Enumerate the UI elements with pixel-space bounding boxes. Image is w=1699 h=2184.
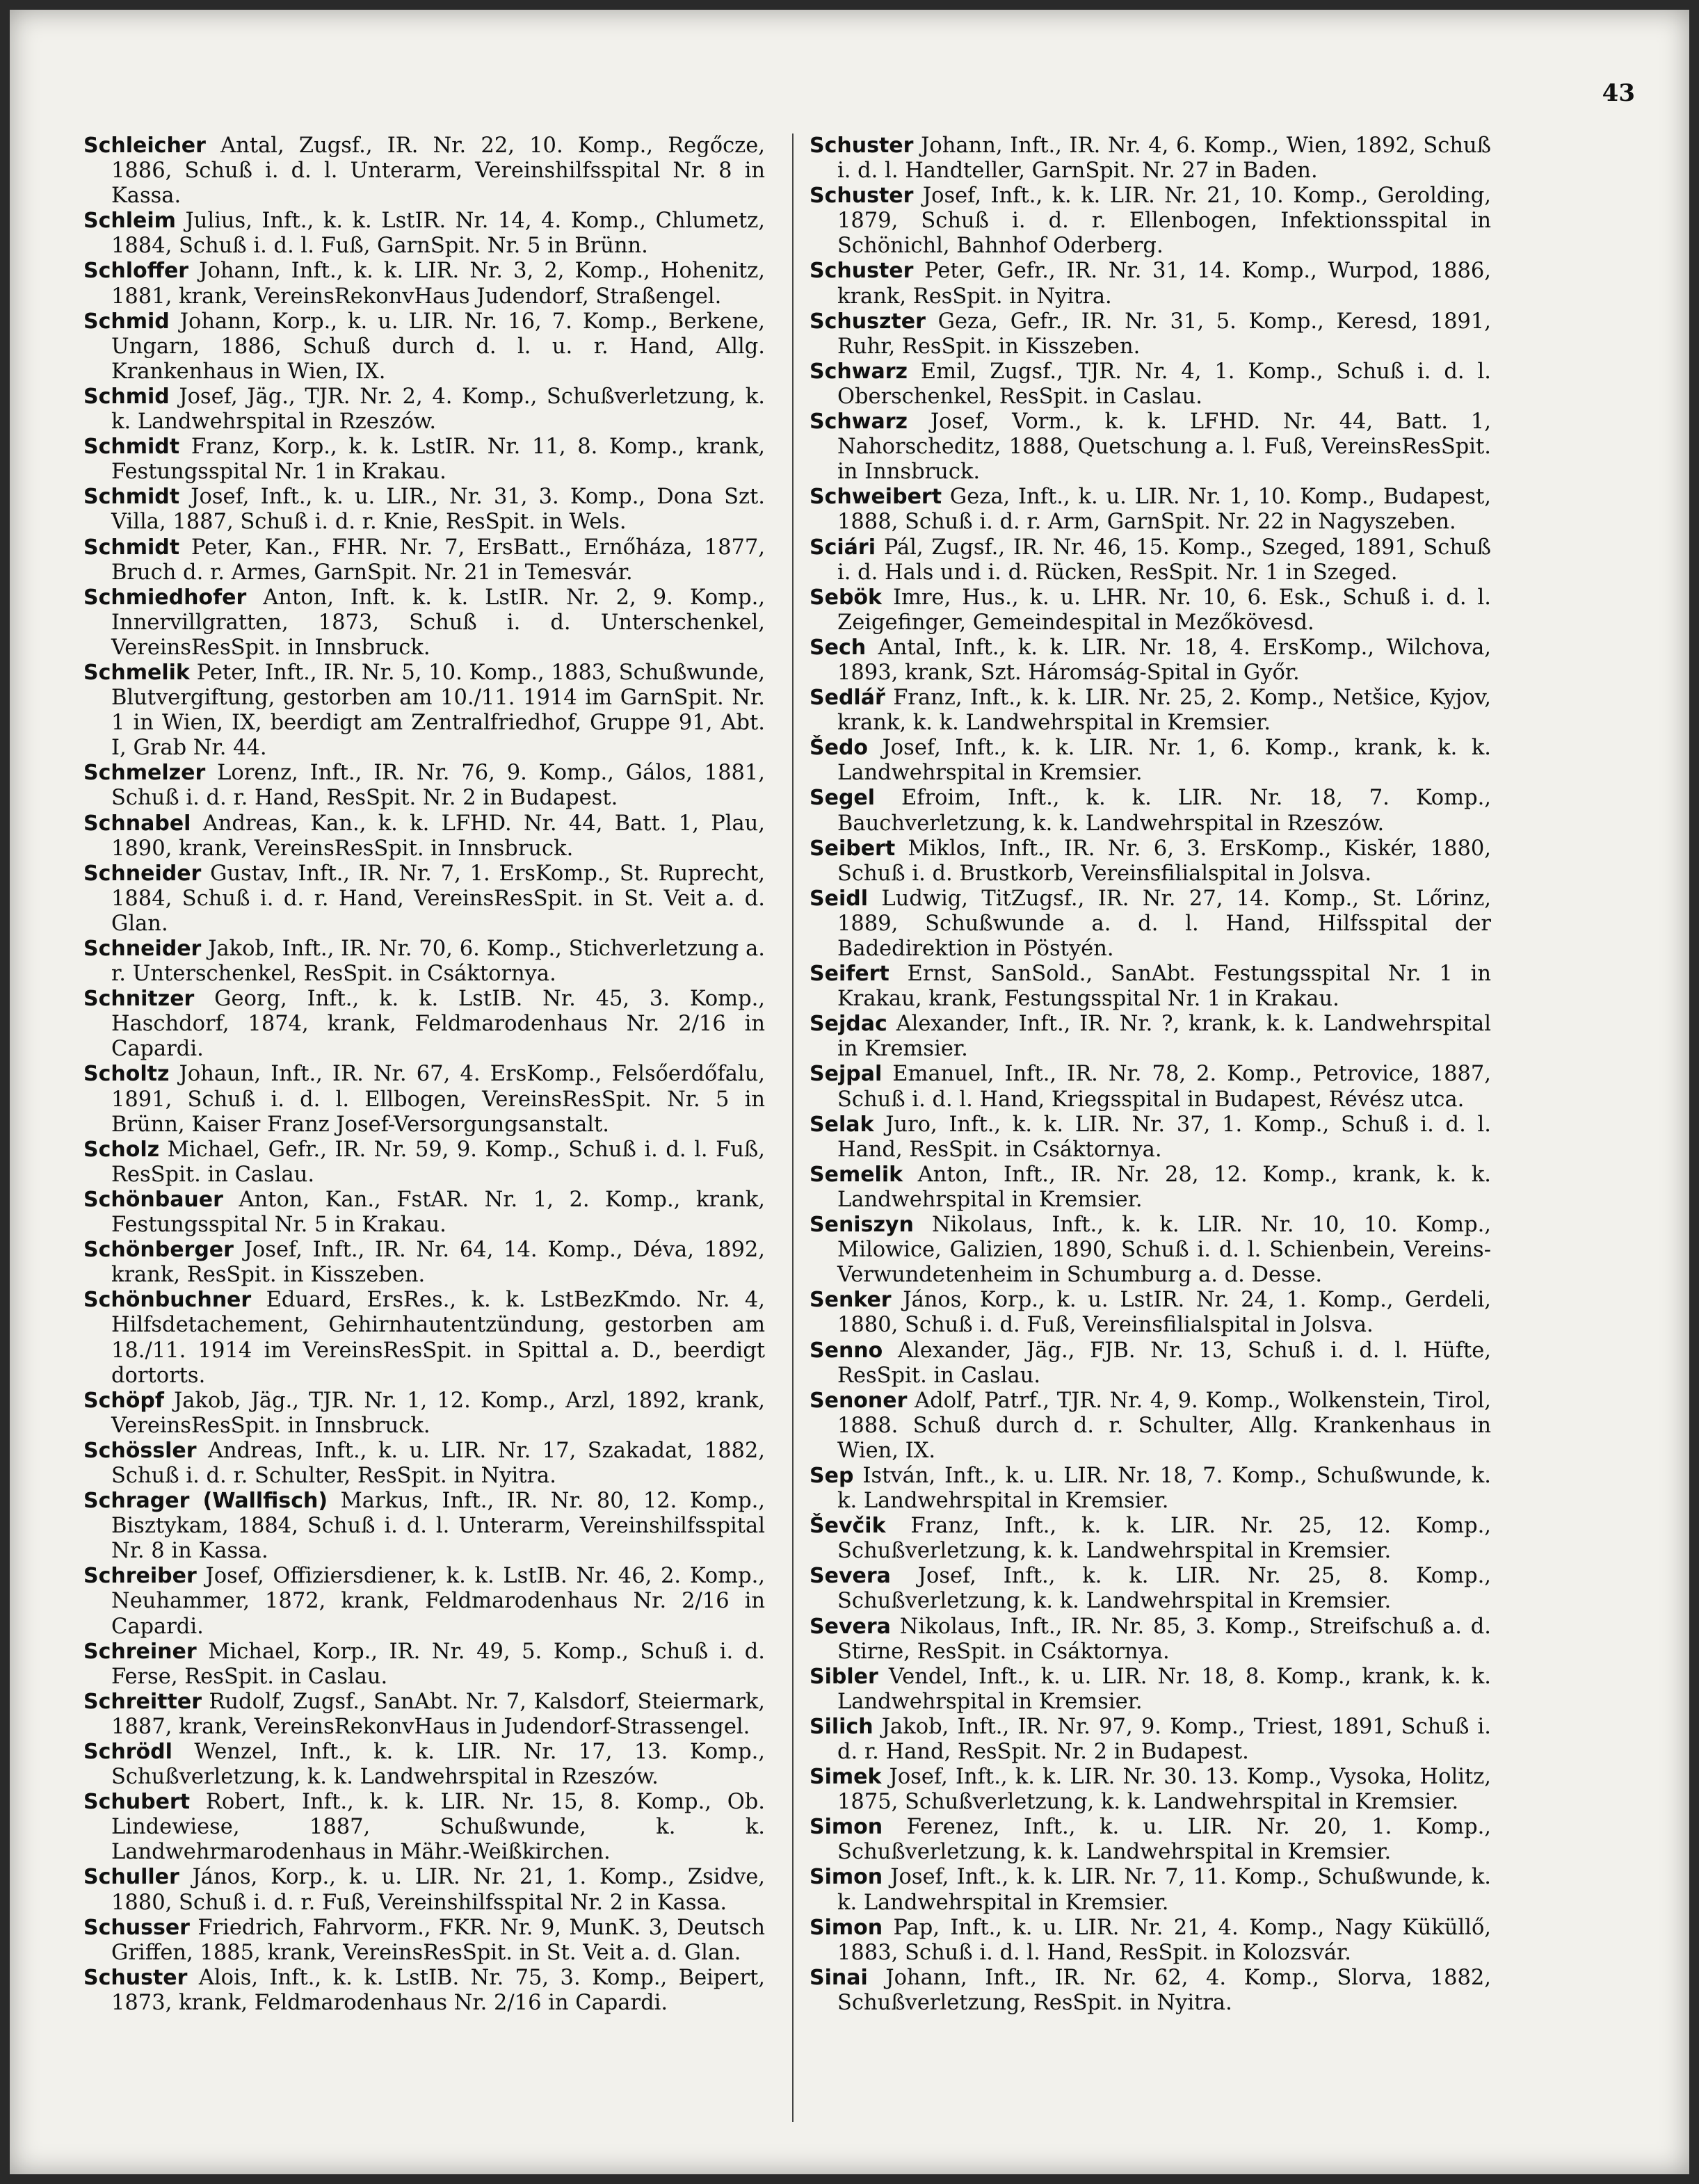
entry-surname: Simon <box>810 1815 883 1840</box>
entry-details: Markus, Inft., IR. Nr. 80, 12. Komp., Bisztykam, 1884, Schuß i. d. l. Unterarm, Vereinshilfsspital Nr. 8 in Kassa. <box>111 1489 765 1564</box>
list-item <box>810 1665 1491 1715</box>
entry-details: Nikolaus, Inft., IR. Nr. 85, 3. Komp., Streifschuß a. d. Stirne, ResSpit. in Csáktornya. <box>837 1614 1491 1664</box>
list-item <box>83 1790 765 1865</box>
list-item <box>83 1740 765 1790</box>
entry-details: Jakob, Inft., IR. Nr. 70, 6. Komp., Stichverletzung a. r. Unterschenkel, ResSpit. in Csáktornya. <box>111 937 765 987</box>
list-item <box>83 1238 765 1288</box>
entry-surname: Schubert <box>83 1790 191 1815</box>
entry-surname: Scholtz <box>83 1062 170 1087</box>
list-item <box>83 485 765 535</box>
entry-surname: Senno <box>810 1338 883 1363</box>
list-item <box>810 134 1491 184</box>
entry-surname: Schuster <box>810 184 914 209</box>
entry-details: Gustav, Inft., IR. Nr. 7, 1. ErsKomp., St. Ruprecht, 1884, Schuß i. d. r. Hand, VereinsResSpit. in St. Veit a. d. Glan. <box>111 861 765 936</box>
entry-surname: Schneider <box>83 861 202 886</box>
entry-details: Josef, Inft., k. u. LIR., Nr. 31, 3. Komp., Dona Szt. Villa, 1887, Schuß i. d. r. Knie, ResSpit. in Wels. <box>111 485 765 535</box>
entry-details: Alexander, Inft., IR. Nr. ?, krank, k. k. Landwehrspital in Kremsier. <box>837 1012 1491 1062</box>
list-item <box>83 862 765 937</box>
list-item <box>810 636 1491 686</box>
list-item <box>83 1916 765 1966</box>
list-item <box>83 661 765 761</box>
entry-details: Franz, Inft., k. k. LIR. Nr. 25, 12. Komp., Schußverletzung, k. k. Landwehrspital in Kremsier. <box>837 1514 1491 1564</box>
entry-details: Peter, Inft., IR. Nr. 5, 10. Komp., 1883, Schußwunde, Blutvergiftung, gestorben am 10./11. 1914 im GarnSpit. Nr. 1 in Wien, IX, beerdigt am Zentralfriedhof, Gruppe 91, Abt. I, Grab Nr. 44. <box>111 660 765 761</box>
entry-surname: Sech <box>810 635 867 660</box>
entry-surname: Senker <box>810 1288 892 1313</box>
entry-surname: Seidl <box>810 886 868 911</box>
list-item <box>83 1640 765 1690</box>
entry-surname: Seibert <box>810 836 896 861</box>
entry-surname: Sedlář <box>810 686 885 711</box>
entry-surname: Schuszter <box>810 309 926 334</box>
entry-surname: Schmidt <box>83 435 180 460</box>
entry-details: Geza, Gefr., IR. Nr. 31, 5. Komp., Keresd, 1891, Ruhr, ResSpit. in Kisszeben. <box>837 309 1491 359</box>
entry-surname: Schrödl <box>83 1740 172 1764</box>
list-item <box>810 1815 1491 1865</box>
entry-surname: Schuller <box>83 1865 179 1890</box>
entry-details: Vendel, Inft., k. u. LIR. Nr. 18, 8. Komp., krank, k. k. Landwehrspital in Kremsier. <box>837 1664 1491 1714</box>
entry-details: Josef, Jäg., TJR. Nr. 2, 4. Komp., Schußverletzung, k. k. Landwehrspital in Rzeszów. <box>111 384 765 435</box>
left-column <box>83 134 765 2016</box>
entry-surname: Schmidt <box>83 485 180 510</box>
entry-surname: Severa <box>810 1564 891 1589</box>
entry-details: Josef, Inft., IR. Nr. 64, 14. Komp., Déva, 1892, krank, ResSpit. in Kisszeben. <box>111 1238 765 1288</box>
entry-surname: Schönberger <box>83 1238 234 1263</box>
entry-details: Julius, Inft., k. k. LstIR. Nr. 14, 4. Komp., Chlumetz, 1884, Schuß i. d. l. Fuß, GarnSpit. Nr. 5 in Brünn. <box>111 209 765 259</box>
entry-details: Robert, Inft., k. k. LIR. Nr. 15, 8. Komp., Ob. Lindewiese, 1887, Schußwunde, k. k. Landwehrmarodenhaus in Mähr.-Weißkirchen. <box>111 1790 765 1865</box>
entry-surname: Schmiedhofer <box>83 585 247 610</box>
list-item <box>83 309 765 385</box>
entry-details: Jakob, Jäg., TJR. Nr. 1, 12. Komp., Arzl, 1892, krank, VereinsResSpit. in Innsbruck. <box>111 1388 765 1438</box>
list-item <box>83 435 765 485</box>
list-item <box>83 1062 765 1137</box>
list-item <box>810 1113 1491 1163</box>
entry-details: Emil, Zugsf., TJR. Nr. 4, 1. Komp., Schuß i. d. l. Oberschenkel, ResSpit. in Caslau. <box>837 359 1491 409</box>
entry-details: Michael, Korp., IR. Nr. 49, 5. Komp., Schuß i. d. Ferse, ResSpit. in Caslau. <box>111 1639 765 1689</box>
entry-details: Ludwig, TitZugsf., IR. Nr. 27, 14. Komp., St. Lőrinz, 1889, Schußwunde a. d. l. Hand, Hilfsspital der Badedirektion in Pöstyén. <box>837 886 1491 961</box>
entry-details: Josef, Inft., k. k. LIR. Nr. 7, 11. Komp., Schußwunde, k. k. Landwehrspital in Kremsier. <box>837 1865 1491 1915</box>
entry-surname: Schönbauer <box>83 1187 223 1212</box>
entry-surname: Schönbuchner <box>83 1288 252 1313</box>
list-item <box>83 259 765 309</box>
entry-details: Imre, Hus., k. u. LHR. Nr. 10, 6. Esk., Schuß i. d. l. Zeigefinger, Gemeindespital in Mezőkövesd. <box>837 585 1491 635</box>
entry-surname: Simek <box>810 1765 882 1790</box>
entry-surname: Semelik <box>810 1162 903 1187</box>
list-item <box>810 1514 1491 1564</box>
entry-surname: Schloffer <box>83 259 189 284</box>
list-item <box>83 1138 765 1188</box>
entry-surname: Seifert <box>810 962 889 987</box>
entry-details: Andreas, Inft., k. u. LIR. Nr. 17, Szakadat, 1882, Schuß i. d. r. Schulter, ResSpit. in Nyitra. <box>111 1438 765 1488</box>
entry-details: Johann, Inft., IR. Nr. 4, 6. Komp., Wien, 1892, Schuß i. d. l. Handteller, GarnSpit. Nr. 27 in Baden. <box>837 134 1491 184</box>
entry-details: Peter, Gefr., IR. Nr. 31, 14. Komp., Wurpod, 1886, krank, ResSpit. in Nyitra. <box>837 259 1491 309</box>
entry-details: Johaun, Inft., IR. Nr. 67, 4. ErsKomp., Felsőerdőfalu, 1891, Schuß i. d. l. Ellbogen, VereinsResSpit. Nr. 5 in Brünn, Kaiser Franz Josef-Versorgungsanstalt. <box>111 1062 765 1137</box>
list-item <box>83 1966 765 2016</box>
list-item <box>810 786 1491 836</box>
entry-surname: Schreiber <box>83 1564 197 1589</box>
entry-details: János, Korp., k. u. LIR. Nr. 21, 1. Komp., Zsidve, 1880, Schuß i. d. r. Fuß, Vereinshilfsspital Nr. 2 in Kassa. <box>111 1865 765 1915</box>
entry-details: Adolf, Patrf., TJR. Nr. 4, 9. Komp., Wolkenstein, Tirol, 1888. Schuß durch d. r. Schulter, Allg. Krankenhaus in Wien, IX. <box>837 1388 1491 1463</box>
list-item <box>810 1715 1491 1765</box>
entry-surname: Schleim <box>83 209 176 234</box>
list-item <box>810 736 1491 786</box>
entry-surname: Sebök <box>810 585 882 610</box>
entry-surname: Schmid <box>83 309 170 334</box>
list-item <box>83 1439 765 1489</box>
entry-details: Franz, Inft., k. k. LIR. Nr. 25, 2. Komp., Netšice, Kyjov, krank, k. k. Landwehrspital in Kremsier. <box>837 686 1491 736</box>
list-item <box>83 811 765 862</box>
entry-details: Emanuel, Inft., IR. Nr. 78, 2. Komp., Petrovice, 1887, Schuß i. d. l. Hand, Kriegsspital in Budapest, Révész utca. <box>837 1062 1491 1112</box>
entry-details: Pál, Zugsf., IR. Nr. 46, 15. Komp., Szeged, 1891, Schuß i. d. Hals und i. d. Rücken, ResSpit. Nr. 1 in Szeged. <box>837 535 1491 585</box>
page-number: 43 <box>1602 79 1635 107</box>
entry-surname: Schuster <box>810 134 914 158</box>
list-item <box>83 1865 765 1915</box>
list-item <box>810 1062 1491 1112</box>
list-item <box>810 836 1491 887</box>
entry-surname: Schmidt <box>83 535 180 560</box>
entry-details: Josef, Inft., k. k. LIR. Nr. 25, 8. Komp., Schußverletzung, k. k. Landwehrspital in Kremsier. <box>837 1564 1491 1614</box>
list-item <box>810 1564 1491 1614</box>
list-item <box>83 1389 765 1439</box>
entry-details: Antal, Inft., k. k. LIR. Nr. 18, 4. ErsKomp., Wilchova, 1893, krank, Szt. Háromság-Spital in Győr. <box>837 635 1491 685</box>
list-item <box>810 309 1491 359</box>
list-item <box>83 535 765 585</box>
entry-details: Juro, Inft., k. k. LIR. Nr. 37, 1. Komp., Schuß i. d. l. Hand, ResSpit. in Csáktornya. <box>837 1112 1491 1162</box>
list-item <box>810 1916 1491 1966</box>
entry-details: Friedrich, Fahrvorm., FKR. Nr. 9, MunK. 3, Deutsch Griffen, 1885, krank, VereinsResSpit. in St. Veit a. d. Glan. <box>111 1915 765 1965</box>
list-item <box>810 359 1491 410</box>
entry-surname: Ševčik <box>810 1514 886 1539</box>
list-item <box>810 1615 1491 1665</box>
entry-surname: Šedo <box>810 736 869 761</box>
entry-details: Johann, Korp., k. u. LIR. Nr. 16, 7. Komp., Berkene, Ungarn, 1886, Schuß durch d. l. u. r. Hand, Allg. Krankenhaus in Wien, IX. <box>111 309 765 384</box>
entry-surname: Schrager (Wallfisch) <box>83 1489 328 1514</box>
entry-details: Alexander, Jäg., FJB. Nr. 13, Schuß i. d. l. Hüfte, ResSpit. in Caslau. <box>837 1338 1491 1388</box>
list-item <box>810 1765 1491 1815</box>
entry-surname: Selak <box>810 1112 874 1137</box>
entry-details: Efroim, Inft., k. k. LIR. Nr. 18, 7. Komp., Bauchverletzung, k. k. Landwehrspital in Rzeszów. <box>837 786 1491 836</box>
entry-surname: Schmelzer <box>83 761 206 786</box>
entry-details: Josef, Vorm., k. k. LFHD. Nr. 44, Batt. 1, Nahorscheditz, 1888, Quetschung a. l. Fuß, VereinsResSpit. in Innsbruck. <box>837 410 1491 485</box>
entry-details: István, Inft., k. u. LIR. Nr. 18, 7. Komp., Schußwunde, k. k. Landwehrspital in Kremsier. <box>837 1463 1491 1514</box>
entry-details: Johann, Inft., IR. Nr. 62, 4. Komp., Slorva, 1882, Schußverletzung, ResSpit. in Nyitra. <box>837 1965 1491 2015</box>
list-item <box>810 184 1491 259</box>
list-item <box>83 987 765 1062</box>
entry-surname: Schuster <box>83 1965 188 1990</box>
entry-details: Josef, Offiziersdiener, k. k. LstIB. Nr. 46, 2. Komp., Neuhammer, 1872, krank, Feldmarodenhaus Nr. 2/16 in Capardi. <box>111 1564 765 1639</box>
entry-details: Andreas, Kan., k. k. LFHD. Nr. 44, Batt. 1, Plau, 1890, krank, VereinsResSpit. in Innsbruck. <box>111 811 765 861</box>
entry-details: Anton, Kan., FstAR. Nr. 1, 2. Komp., krank, Festungsspital Nr. 5 in Krakau. <box>111 1187 765 1238</box>
list-item <box>83 585 765 661</box>
list-item <box>83 1188 765 1238</box>
list-item <box>810 1389 1491 1464</box>
list-item <box>810 1012 1491 1062</box>
entry-surname: Simon <box>810 1865 883 1890</box>
list-item <box>810 1288 1491 1338</box>
entry-surname: Schreiner <box>83 1639 197 1664</box>
entry-details: Ferenez, Inft., k. u. LIR. Nr. 20, 1. Komp., Schußverletzung, k. k. Landwehrspital in Kremsier. <box>837 1815 1491 1865</box>
entry-details: Peter, Kan., FHR. Nr. 7, ErsBatt., Ernőháza, 1877, Bruch d. r. Armes, GarnSpit. Nr. 21 in Temesvár. <box>111 535 765 585</box>
entry-surname: Schweibert <box>810 485 942 510</box>
entry-surname: Sep <box>810 1463 854 1488</box>
entry-surname: Scholz <box>83 1137 160 1162</box>
entry-details: Georg, Inft., k. k. LstIB. Nr. 45, 3. Komp., Haschdorf, 1874, krank, Feldmarodenhaus Nr. 2/16 in Capardi. <box>111 987 765 1062</box>
entry-surname: Schmid <box>83 384 170 409</box>
list-item <box>810 962 1491 1012</box>
column-divider <box>792 134 794 2122</box>
list-item <box>83 937 765 987</box>
entry-surname: Schneider <box>83 937 202 961</box>
entry-details: Jakob, Inft., IR. Nr. 97, 9. Komp., Triest, 1891, Schuß i. d. r. Hand, ResSpit. Nr. 2 in Budapest. <box>837 1714 1491 1764</box>
list-item <box>810 535 1491 585</box>
right-column <box>810 134 1491 2016</box>
list-item <box>83 385 765 435</box>
entry-surname: Schnitzer <box>83 987 195 1012</box>
entry-surname: Schmelik <box>83 660 190 685</box>
entry-surname: Senoner <box>810 1388 908 1413</box>
entry-details: Rudolf, Zugsf., SanAbt. Nr. 7, Kalsdorf, Steiermark, 1887, krank, VereinsRekonvHaus in Judendorf-Strassengel. <box>111 1689 765 1739</box>
entry-details: Anton, Inft., IR. Nr. 28, 12. Komp., krank, k. k. Landwehrspital in Kremsier. <box>837 1162 1491 1212</box>
document-page <box>10 10 1689 2174</box>
entry-details: Alois, Inft., k. k. LstIB. Nr. 75, 3. Komp., Beipert, 1873, krank, Feldmarodenhaus Nr. 2/16 in Capardi. <box>111 1965 765 2015</box>
entry-details: Geza, Inft., k. u. LIR. Nr. 1, 10. Komp., Budapest, 1888, Schuß i. d. r. Arm, GarnSpit. Nr. 22 in Nagyszeben. <box>837 485 1491 535</box>
list-item <box>810 1464 1491 1514</box>
entry-details: Eduard, ErsRes., k. k. LstBezKmdo. Nr. 4, Hilfsdetachement, Gehirnhautentzündung, gestorben am 18./11. 1914 im VereinsResSpit. in Spittal a. D., beerdigt dortorts. <box>111 1288 765 1388</box>
entry-details: Johann, Inft., k. k. LIR. Nr. 3, 2, Komp., Hohenitz, 1881, krank, VereinsRekonvHaus Judendorf, Straßengel. <box>111 259 765 309</box>
entry-details: Wenzel, Inft., k. k. LIR. Nr. 17, 13. Komp., Schußverletzung, k. k. Landwehrspital in Rzeszów. <box>111 1740 765 1790</box>
entry-surname: Sibler <box>810 1664 878 1689</box>
list-item <box>83 1288 765 1388</box>
list-item <box>810 887 1491 962</box>
list-item <box>83 761 765 811</box>
list-item <box>810 686 1491 736</box>
list-item <box>83 1564 765 1639</box>
entry-details: Anton, Inft. k. k. LstIR. Nr. 2, 9. Komp., Innervillgratten, 1873, Schuß i. d. Unterschenkel, VereinsResSpit. in Innsbruck. <box>111 585 765 660</box>
entry-details: János, Korp., k. u. LstIR. Nr. 24, 1. Komp., Gerdeli, 1880, Schuß i. d. Fuß, Vereinsfilialspital in Jolsva. <box>837 1288 1491 1338</box>
entry-details: Nikolaus, Inft., k. k. LIR. Nr. 10, 10. Komp., Milowice, Galizien, 1890, Schuß i. d. l. Schienbein, Vereins-Verwundetenheim in Schumburg a. d. Desse. <box>837 1213 1491 1288</box>
entry-surname: Schwarz <box>810 410 908 435</box>
entry-details: Michael, Gefr., IR. Nr. 59, 9. Komp., Schuß i. d. l. Fuß, ResSpit. in Caslau. <box>111 1137 765 1187</box>
list-item <box>810 585 1491 636</box>
entry-surname: Schusser <box>83 1915 190 1940</box>
entry-surname: Simon <box>810 1915 883 1940</box>
list-item <box>810 485 1491 535</box>
list-item <box>83 1489 765 1564</box>
entry-details: Lorenz, Inft., IR. Nr. 76, 9. Komp., Gálos, 1881, Schuß i. d. r. Hand, ResSpit. Nr. 2 in Budapest. <box>111 761 765 811</box>
list-item <box>810 259 1491 309</box>
entry-surname: Schuster <box>810 259 914 284</box>
entry-details: Josef, Inft., k. k. LIR. Nr. 21, 10. Komp., Gerolding, 1879, Schuß i. d. r. Ellenbogen, Infektionsspital in Schönichl, Bahnhof Oderberg. <box>837 184 1491 259</box>
list-item <box>83 134 765 209</box>
entry-surname: Schreitter <box>83 1689 202 1714</box>
list-item <box>83 1690 765 1740</box>
entry-details: Miklos, Inft., IR. Nr. 6, 3. ErsKomp., Kiskér, 1880, Schuß i. d. Brustkorb, Vereinsfilialspital in Jolsva. <box>837 836 1491 886</box>
entry-surname: Sejpal <box>810 1062 883 1087</box>
list-item <box>810 1163 1491 1213</box>
entry-surname: Schnabel <box>83 811 191 836</box>
entry-details: Franz, Korp., k. k. LstIR. Nr. 11, 8. Komp., krank, Festungsspital Nr. 1 in Krakau. <box>111 435 765 485</box>
entry-details: Pap, Inft., k. u. LIR. Nr. 21, 4. Komp., Nagy Küküllő, 1883, Schuß i. d. l. Hand, ResSpit. in Kolozsvár. <box>837 1915 1491 1965</box>
list-item <box>810 1966 1491 2016</box>
entry-surname: Seniszyn <box>810 1213 914 1238</box>
entry-surname: Schleicher <box>83 134 206 158</box>
list-item <box>810 1338 1491 1389</box>
entry-surname: Schössler <box>83 1438 197 1463</box>
entry-details: Josef, Inft., k. k. LIR. Nr. 30. 13. Komp., Vysoka, Holitz, 1875, Schußverletzung, k. k. Landwehrspital in Kremsier. <box>837 1765 1491 1815</box>
list-item <box>83 209 765 259</box>
list-item <box>810 1213 1491 1288</box>
list-item <box>810 1865 1491 1915</box>
entry-surname: Silich <box>810 1714 873 1739</box>
entry-details: Antal, Zugsf., IR. Nr. 22, 10. Komp., Regőcze, 1886, Schuß i. d. l. Unterarm, Vereinshilfsspital Nr. 8 in Kassa. <box>111 134 765 209</box>
entry-surname: Schöpf <box>83 1388 164 1413</box>
entry-details: Josef, Inft., k. k. LIR. Nr. 1, 6. Komp., krank, k. k. Landwehrspital in Kremsier. <box>837 736 1491 786</box>
list-item <box>810 410 1491 485</box>
entry-surname: Sciári <box>810 535 876 560</box>
entry-surname: Sejdac <box>810 1012 887 1037</box>
entry-surname: Segel <box>810 786 876 811</box>
entry-surname: Sinai <box>810 1965 868 1990</box>
entry-details: Ernst, SanSold., SanAbt. Festungsspital Nr. 1 in Krakau, krank, Festungsspital Nr. 1 in Krakau. <box>837 962 1491 1012</box>
entry-surname: Schwarz <box>810 359 908 384</box>
entry-surname: Severa <box>810 1614 891 1639</box>
